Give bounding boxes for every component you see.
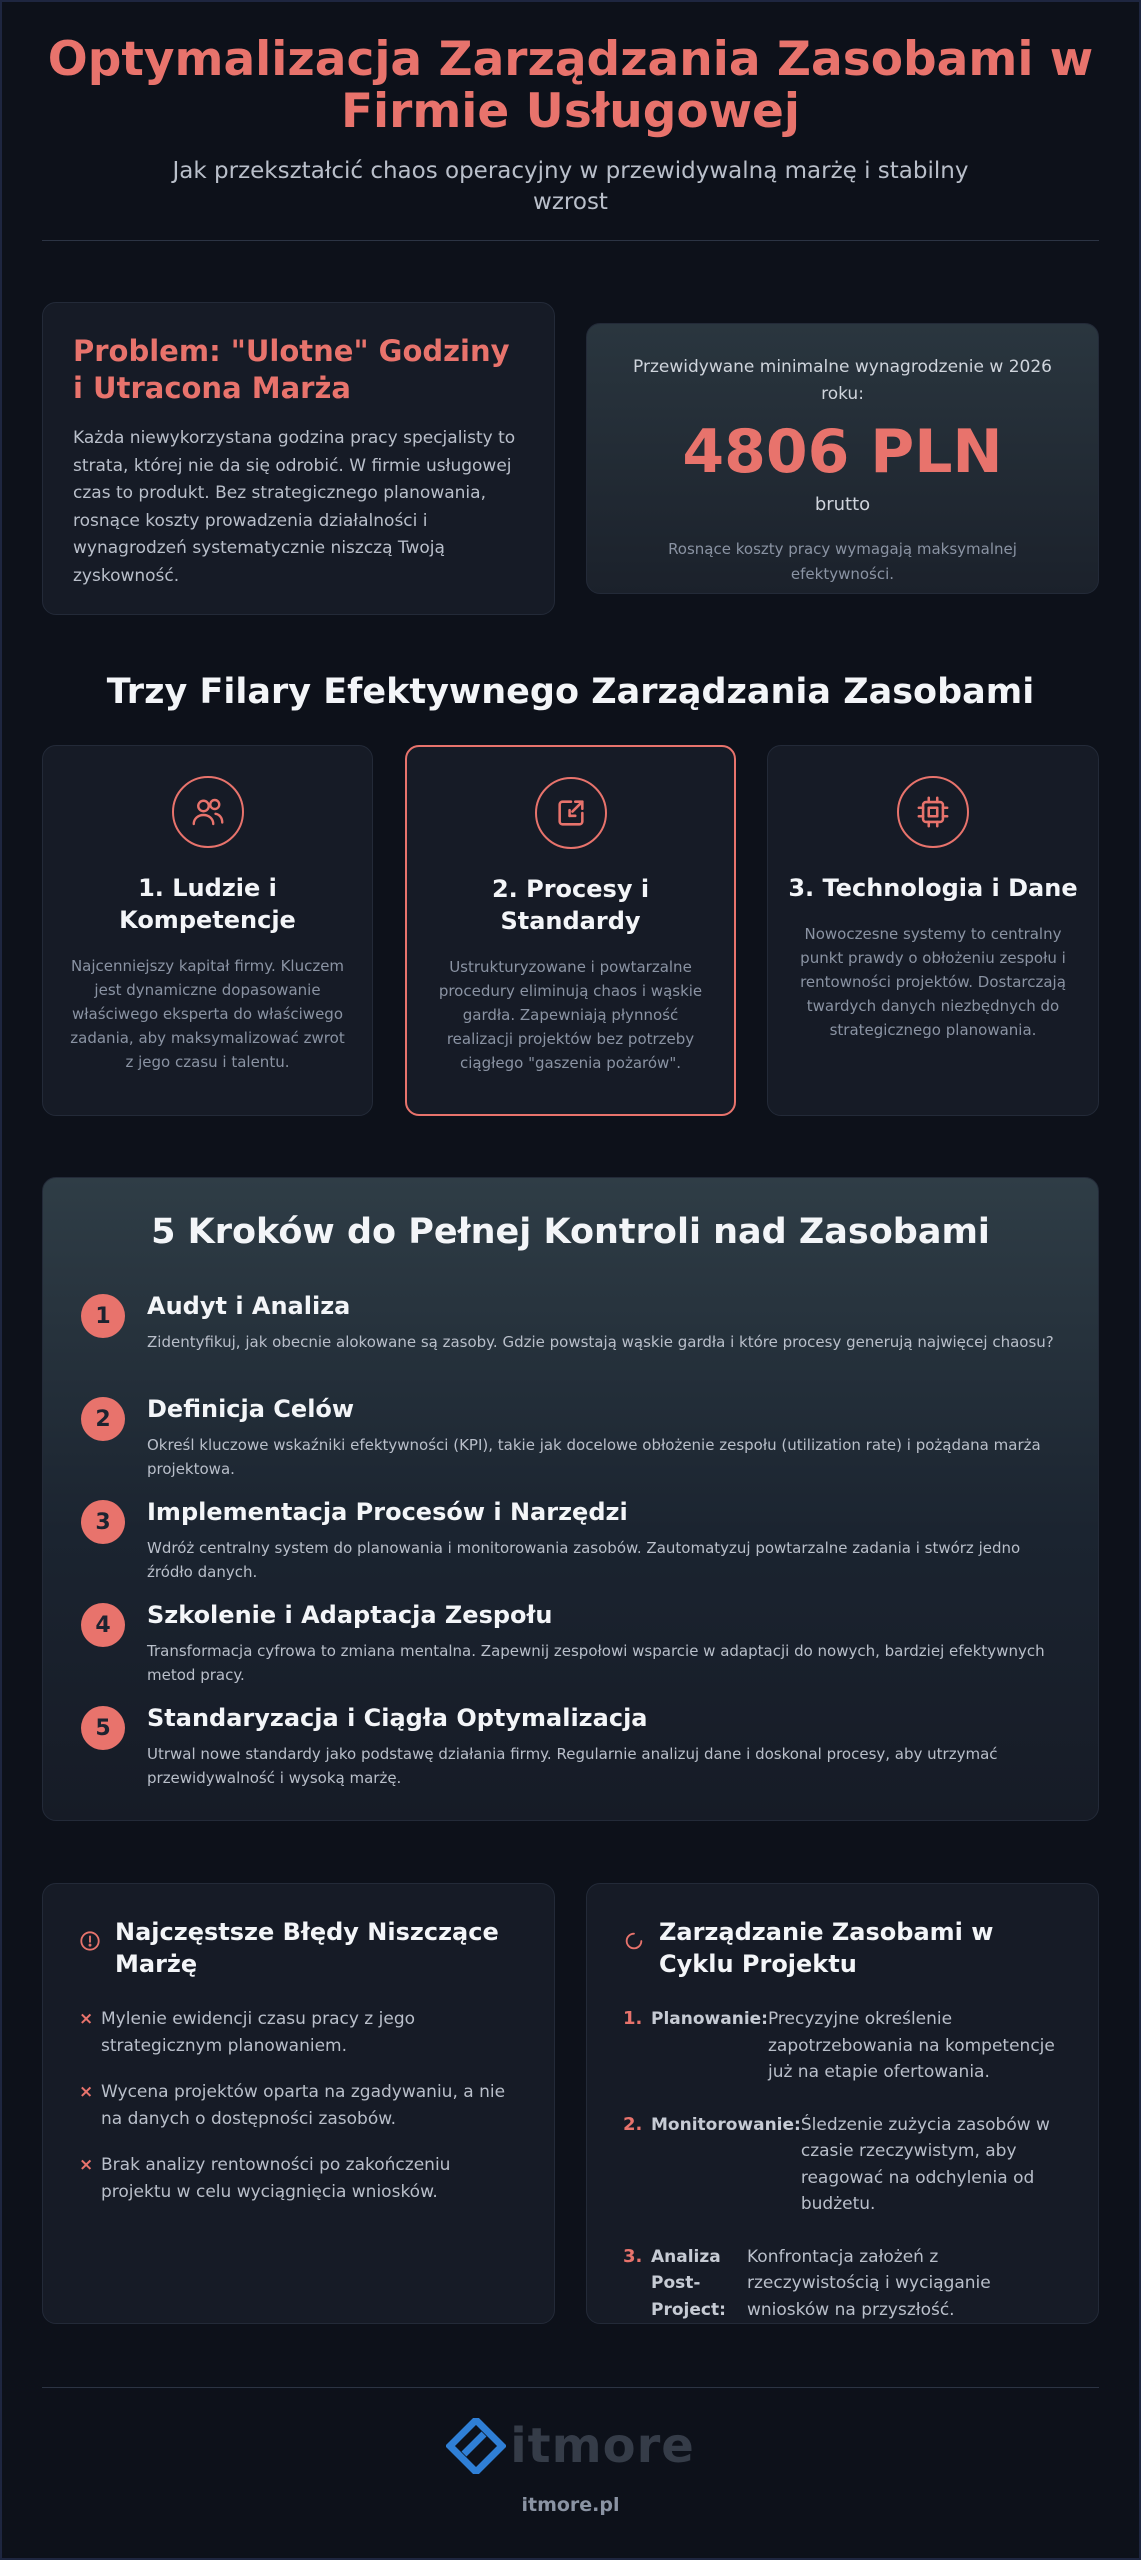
page-subtitle: Jak przekształcić chaos operacyjny w przewidywalną marżę i stabilny wzrost [172, 158, 969, 215]
pillar-title: 1. Ludzie i Kompetencje [119, 874, 296, 934]
wage-label: Przewidywane minimalne wynagrodzenie w 2026 roku: [633, 357, 1052, 404]
pillars-title: Trzy Filary Efektywnego Zarządzania Zasobami [106, 672, 1035, 712]
pillar-text: Ustrukturyzowane i powtarzalne procedury eliminują chaos i wąskie gardła. Zapewniają płynność realizacji projektów bez potrzeby ciągłego "gaszenia pożarów". [438, 958, 703, 1072]
step-number-badge: 2 [81, 1397, 125, 1441]
step-number-badge: 3 [81, 1500, 125, 1544]
step-item [81, 1601, 1062, 1691]
step-number-badge: 5 [81, 1706, 125, 1750]
step-text: Wdróż centralny system do planowania i monitorowania zasobów. Zautomatyzuj powtarzalne zadania i stwórz jedno źródło danych. [147, 1539, 1021, 1581]
step-number-badge: 4 [81, 1603, 125, 1647]
cross-icon: × [79, 2082, 94, 2102]
step-text: Określ kluczowe wskaźniki efektywności (KPI), takie jak docelowe obłożenie zespołu (utilization rate) i pożądana marża projektowa. [147, 1436, 1041, 1478]
alert-circle-icon [79, 1930, 101, 1952]
logo-text: itmore [510, 2418, 695, 2474]
step-text: Transformacja cyfrowa to zmiana mentalna. Zapewnij zespołowi wsparcie w adaptacji do nowych, bardziej efektywnych metod pracy. [147, 1642, 1045, 1684]
pillar-card-people [42, 745, 373, 1116]
cpu-chip-icon [897, 776, 969, 848]
step-number-badge: 1 [81, 1294, 125, 1338]
footer-divider [42, 2387, 1099, 2388]
step-item [81, 1704, 1062, 1794]
mistake-item [79, 2006, 518, 2060]
wage-note: Rosnące koszty pracy wymagają maksymalnej efektywności. [668, 540, 1017, 583]
step-item [81, 1395, 1062, 1485]
pillar-card-processes [405, 745, 736, 1116]
wage-card [586, 323, 1099, 594]
wage-value: 4806 PLN [682, 417, 1003, 487]
steps-title: 5 Kroków do Pełnej Kontroli nad Zasobami [151, 1212, 990, 1252]
mistakes-title: Najczęstsze Błędy Niszczące Marżę [115, 1918, 499, 1978]
spinner-icon [623, 1930, 645, 1952]
step-text: Zidentyfikuj, jak obecnie alokowane są zasoby. Gdzie powstają wąskie gardła i które procesy generują najwięcej chaosu? [147, 1333, 1054, 1351]
cycle-header [623, 1916, 1062, 1980]
cross-icon: × [79, 2009, 94, 2029]
steps-card [42, 1177, 1099, 1821]
pillar-text: Najcenniejszy kapitał firmy. Kluczem jest dynamiczne dopasowanie właściwego eksperta do właściwego zadania, aby maksymalizować zwrot z jego czasu i talentu. [70, 957, 345, 1071]
pillar-title: 3. Technologia i Dane [788, 874, 1078, 902]
cycle-item [623, 2112, 1062, 2218]
pillar-card-technology [767, 745, 1099, 1116]
step-item [81, 1498, 1062, 1588]
cycle-number: 1. [623, 2008, 643, 2029]
users-icon [172, 776, 244, 848]
step-title: Definicja Celów [147, 1395, 355, 1423]
mistake-text: Mylenie ewidencji czasu pracy z jego strategicznym planowaniem. [101, 2009, 416, 2056]
problem-title: Problem: "Ulotne" Godziny i Utracona Marża [73, 334, 510, 405]
cycle-key: Monitorowanie: [651, 2114, 801, 2135]
itmore-logo[interactable] [42, 2418, 1099, 2474]
cycle-list [623, 2006, 1062, 2323]
cycle-value: Precyzyjne określenie zapotrzebowania na kompetencje już na etapie ofertowania. [767, 2009, 1055, 2082]
cycle-value: Konfrontacja założeń z rzeczywistością i wyciąganie wniosków na przyszłość. [747, 2246, 991, 2320]
project-cycle-card [586, 1883, 1099, 2324]
page-header [42, 34, 1099, 218]
cycle-value: Śledzenie zużycia zasobów w czasie rzeczywistym, aby reagować na odchylenia od budżetu. [800, 2114, 1050, 2214]
mistake-text: Wycena projektów oparta na zgadywaniu, a nie na danych o dostępności zasobów. [101, 2082, 506, 2129]
step-item [81, 1292, 1062, 1382]
cycle-item [623, 2006, 1062, 2086]
cycle-key: Analiza Post-Project: [651, 2246, 726, 2320]
footer [42, 2418, 1099, 2516]
mistake-item [79, 2152, 518, 2206]
wage-unit: brutto [814, 494, 871, 515]
pillar-title: 2. Procesy i Standardy [491, 875, 650, 935]
problem-card [42, 302, 555, 615]
pillar-text: Nowoczesne systemy to centralny punkt prawdy o obłożeniu zespołu i rentowności projektów. Dostarczają twardych danych niezbędnych do strategicznego planowania. [800, 925, 1066, 1039]
step-title: Implementacja Procesów i Narzędzi [147, 1498, 628, 1526]
step-title: Standaryzacja i Ciągła Optymalizacja [147, 1704, 648, 1732]
problem-text: Każda niewykorzystana godzina pracy specjalisty to strata, której nie da się odrobić. W firmie usługowej czas to produkt. Bez strategicznego planowania, rosnące koszty prowadzenia działalności i wynagrodzeń systematycznie niszczą Twoją zyskowność. [73, 428, 516, 586]
mistake-item [79, 2079, 518, 2133]
mistakes-list [79, 2006, 518, 2206]
cycle-number: 2. [623, 2113, 643, 2135]
itmore-logo-mark-icon [446, 2418, 506, 2474]
mistake-text: Brak analizy rentowności po zakończeniu projektu w celu wyciągnięcia wniosków. [101, 2155, 451, 2202]
mistakes-card [42, 1883, 555, 2324]
cycle-key: Planowanie: [651, 2009, 768, 2029]
cycle-item [623, 2244, 1062, 2324]
step-title: Audyt i Analiza [147, 1292, 351, 1320]
step-text: Utrwal nowe standardy jako podstawę działania firmy. Regularnie analizuj dane i doskonal procesy, aby utrzymać przewidywalność i wysoką marżę. [147, 1745, 998, 1787]
cross-icon: × [79, 2155, 94, 2175]
mistakes-header [79, 1916, 518, 1980]
cycle-title: Zarządzanie Zasobami w Cyklu Projektu [659, 1918, 994, 1978]
process-arrow-icon [535, 777, 607, 849]
page-title: Optymalizacja Zarządzania Zasobami w Firmie Usługowej [47, 32, 1094, 139]
site-link[interactable]: itmore.pl [521, 2494, 620, 2516]
header-divider [42, 240, 1099, 241]
step-title: Szkolenie i Adaptacja Zespołu [147, 1601, 553, 1629]
cycle-number: 3. [623, 2245, 643, 2267]
